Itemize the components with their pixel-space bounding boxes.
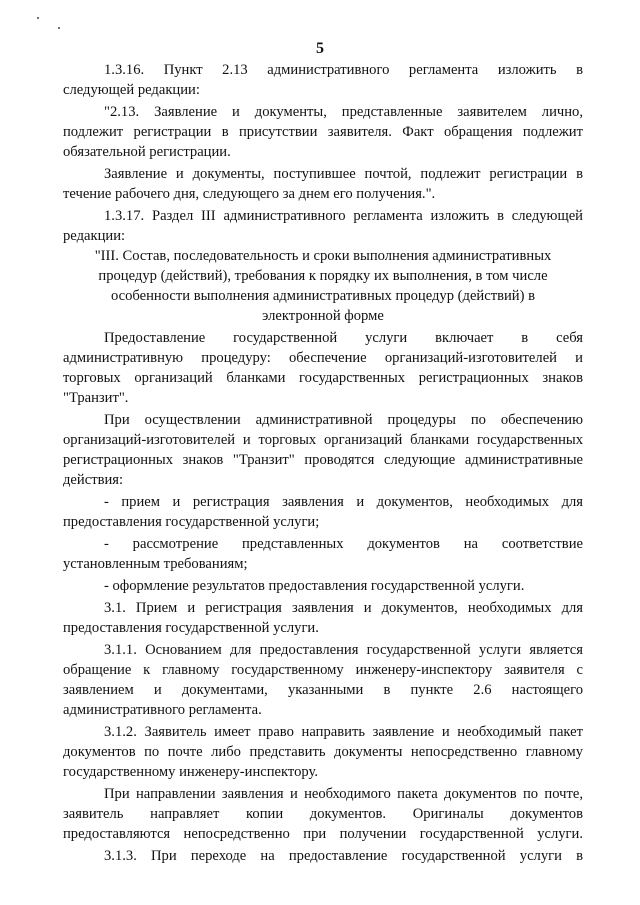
text-line: При направлении заявления и необходимого пакета документов по почте, xyxy=(104,786,583,802)
text-line: предоставляются непосредственно при получении государственной услуги. xyxy=(63,826,583,842)
text-line: При осуществлении административной процедуры по обеспечению xyxy=(104,412,583,428)
page-number: 5 xyxy=(316,40,324,57)
section-heading-line: "III. Состав, последовательность и сроки выполнения административных xyxy=(94,248,552,264)
section-heading-line: процедур (действий), требования к порядку их выполнения, в том числе xyxy=(98,268,548,284)
text-line: 3.1. Прием и регистрация заявления и документов, необходимых для xyxy=(104,600,583,616)
text-line: 3.1.2. Заявитель имеет право направить заявление и необходимый пакет xyxy=(104,724,583,740)
list-item-line: установленным требованиям; xyxy=(63,556,248,572)
text-line: течение рабочего дня, следующего за днем его получения.". xyxy=(63,186,436,202)
text-line: следующей редакции: xyxy=(63,82,200,98)
text-line: обязательной регистрации. xyxy=(63,144,231,160)
text-line: 3.1.1. Основанием для предоставления государственной услуги является xyxy=(104,642,583,658)
text-line: заявлением и документами, указанными в пункте 2.6 настоящего xyxy=(63,682,583,698)
text-line: обращение к главному государственному инженеру-инспектору заявителя с xyxy=(63,662,583,678)
text-line: действия: xyxy=(63,472,124,488)
text-line: административную процедуру: обеспечение организаций-изготовителей и xyxy=(63,350,583,366)
list-item-line: - прием и регистрация заявления и документов, необходимых для xyxy=(104,494,583,510)
text-line: 1.3.17. Раздел III административного регламента изложить в следующей xyxy=(104,208,583,224)
text-line: заявитель направляет копии документов. Оригиналы документов xyxy=(63,806,583,822)
text-line: "2.13. Заявление и документы, представленные заявителем лично, xyxy=(104,104,583,120)
text-line: Предоставление государственной услуги включает в себя xyxy=(104,330,583,346)
list-item-line: - рассмотрение представленных документов на соответствие xyxy=(104,536,583,552)
text-line: торговых организаций бланками государственных регистрационных знаков xyxy=(63,370,583,386)
scan-speck xyxy=(37,17,39,19)
text-line: регистрационных знаков "Транзит" проводятся следующие административные xyxy=(63,452,583,468)
text-line: 1.3.16. Пункт 2.13 административного регламента изложить в xyxy=(104,62,583,78)
text-line: предоставления государственной услуги. xyxy=(63,620,319,636)
section-heading-line: особенности выполнения административных процедур (действий) в xyxy=(110,288,536,304)
section-heading-line: электронной форме xyxy=(262,308,384,324)
text-line: государственному инженеру-инспектору. xyxy=(63,764,318,780)
text-line: подлежит регистрации в присутствии заявителя. Факт обращения подлежит xyxy=(63,124,583,140)
list-item-line: предоставления государственной услуги; xyxy=(63,514,320,530)
text-line: "Транзит". xyxy=(63,390,129,406)
text-line: 3.1.3. При переходе на предоставление государственной услуги в xyxy=(104,848,583,864)
text-line: документов по почте либо представить документы непосредственно главному xyxy=(63,744,583,760)
scan-speck xyxy=(58,27,60,29)
text-line: административного регламента. xyxy=(63,702,262,718)
list-item-line: - оформление результатов предоставления государственной услуги. xyxy=(104,578,525,594)
text-line: организаций-изготовителей и торговых организаций бланками государственных xyxy=(63,432,583,448)
text-line: редакции: xyxy=(63,228,126,244)
text-line: Заявление и документы, поступившее почтой, подлежит регистрации в xyxy=(104,166,583,182)
